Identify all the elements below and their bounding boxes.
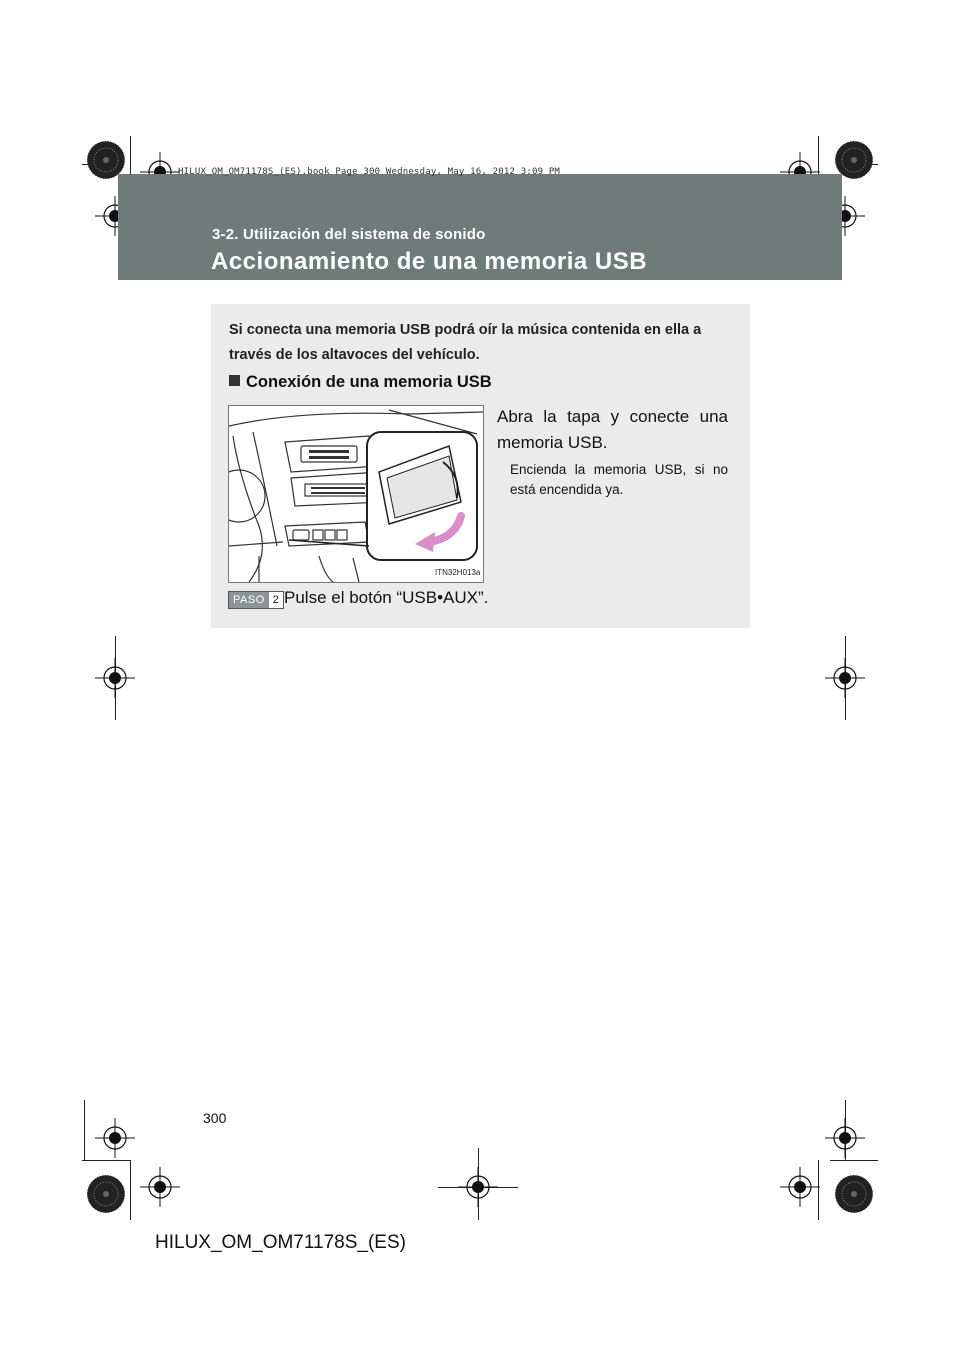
intro-paragraph: Si conecta una memoria USB podrá oír la música contenida en ella a través de los altavoces del vehículo. — [229, 322, 702, 363]
starburst-mark-icon — [87, 1175, 125, 1213]
page-number: 300 — [203, 1110, 227, 1126]
square-bullet-icon — [229, 375, 240, 386]
step-badge-number: 2 — [272, 594, 279, 606]
subheading — [229, 373, 492, 392]
crosshair-mark-icon — [140, 1167, 180, 1207]
starburst-mark-icon — [835, 1175, 873, 1213]
step-2-text: Pulse el botón “USB•AUX”. — [284, 588, 489, 607]
step-badge-label: PASO — [229, 592, 269, 608]
subheading-text: Conexión de una memoria USB — [246, 373, 492, 391]
page-title: Accionamiento de una memoria USB — [211, 248, 648, 275]
section-label: 3-2. Utilización del sistema de sonido — [212, 226, 486, 243]
crosshair-mark-icon — [95, 658, 135, 698]
usb-port-illustration — [228, 405, 484, 583]
crosshair-mark-icon — [825, 1118, 865, 1158]
crosshair-mark-icon — [780, 1167, 820, 1207]
step-2-badge — [228, 591, 284, 609]
crosshair-mark-icon — [458, 1167, 498, 1207]
step-1-text: Abra la tapa y conecte una memoria USB. — [497, 407, 728, 452]
print-info: HILUX_OM_OM71178S_(ES).book Page 300 Wednesday, May 16, 2012 3:09 PM — [178, 167, 561, 177]
document-code: HILUX_OM_OM71178S_(ES) — [155, 1232, 406, 1253]
figure-code: ITN32H013a — [435, 568, 481, 577]
crosshair-mark-icon — [825, 658, 865, 698]
step-1-note: Encienda la memoria USB, si no está encendida ya. — [510, 462, 728, 497]
crosshair-mark-icon — [95, 1118, 135, 1158]
